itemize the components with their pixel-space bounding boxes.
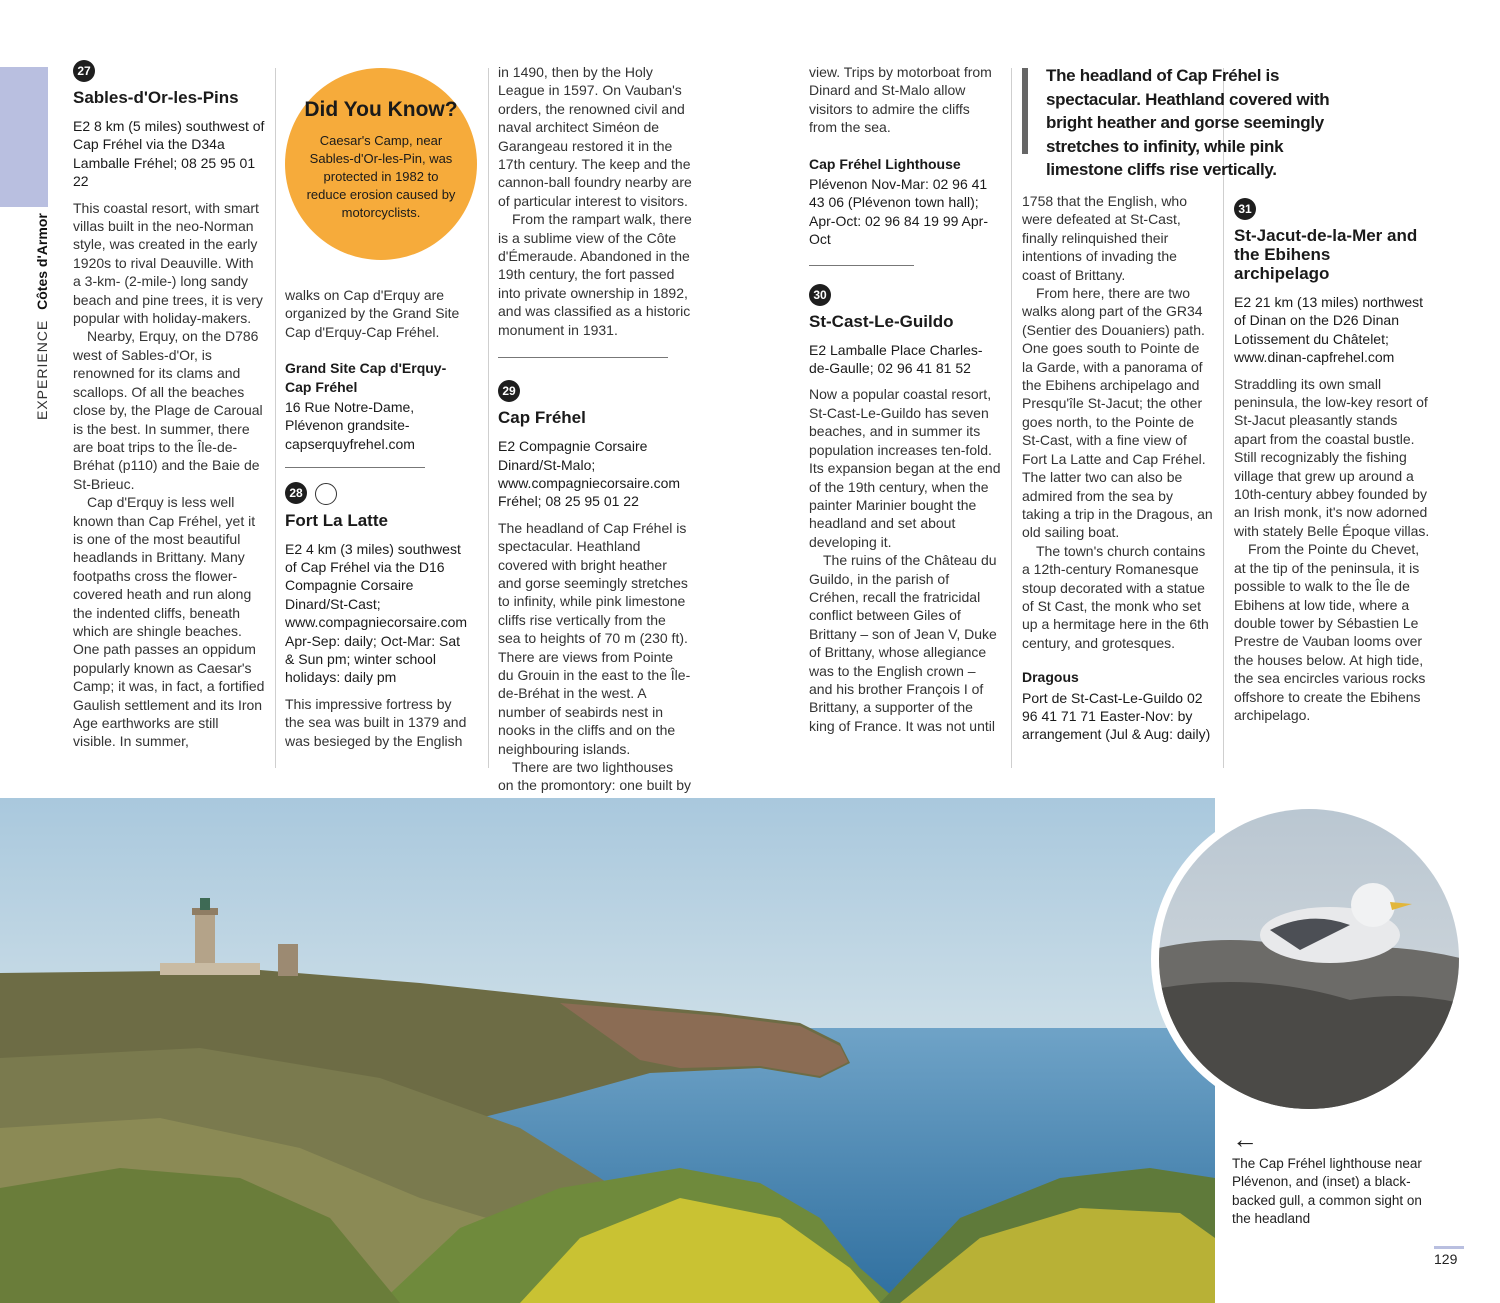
page-number: 129 bbox=[1434, 1251, 1458, 1267]
column-3 bbox=[498, 63, 692, 868]
entry-info: E2 Lamballe Place Charles-de-Gaulle; 02 96 41 81 52 bbox=[809, 341, 983, 377]
gull-inset-photo bbox=[1150, 800, 1468, 1118]
sub-info: 16 Rue Notre-Dame, Plévenon grandsite-capserquyfrehel.com bbox=[285, 399, 415, 452]
sub-heading: Grand Site Cap d'Erquy-Cap Fréhel bbox=[285, 360, 447, 395]
cap-frehel-photo bbox=[0, 798, 1215, 1303]
entry-info: E2 21 km (13 miles) northwest of Dinan on the D26 Dinan Lotissement du Châtelet; www.dinan-capfrehel.com bbox=[1234, 294, 1424, 366]
page-number-rule bbox=[1434, 1246, 1464, 1249]
paragraph: Nearby, Erquy, on the D786 west of Sables-d'Or, is renowned for its clams and scallops. Of all the beaches close by, the Plage de Caroual is the best. In summer, there are boat trips to the Île-de-Bréhat (p110) and the Baie de St-Brieuc. bbox=[73, 328, 263, 492]
paragraph: From here, there are two walks along part of the GR34 (Sentier des Douaniers) path. One goes south to Pointe de la Garde, with a panorama of the Ebihens archipelago and Presqu'île St-Jacut; the other goes north, to the Pointe de St-Cast, with a fine view of Fort La Latte and Cap Fréhel. The latter two can also be admired from the sea by taking a trip in the Dragous, an old sailing boat. bbox=[1022, 285, 1213, 541]
photo-caption: The Cap Fréhel lighthouse near Plévenon, and (inset) a black-backed gull, a common sight on the headland bbox=[1232, 1156, 1422, 1227]
paragraph: Cap d'Erquy is less well known than Cap Fréhel, yet it is one of the most beautiful headlands in Brittany. Many footpaths cross the flower-covered heath and run along the indented cliffs, beneath which are shingle beaches. One path passes an oppidum popularly known as Caesar's Camp; it was, in fact, a fortified Gaulish settlement and its Iron Age earthworks are still visible. In summer, bbox=[73, 494, 265, 750]
sidebar-label bbox=[34, 213, 50, 420]
paragraph: in 1490, then by the Holy League in 1597. On Vauban's orders, the renowned civil and naval architect Siméon de Garangeau restored it in the 17th century. The keep and the cannon-ball foundry nearby are of particular interest to visitors. bbox=[498, 64, 692, 209]
callout-text: Caesar's Camp, near Sables-d'Or-les-Pin, was protected in 1982 to reduce erosion caused by motorcyclists. bbox=[306, 133, 456, 220]
section-rule bbox=[809, 265, 914, 266]
paragraph: There are two lighthouses on the promontory: one built by bbox=[498, 759, 692, 794]
sub-info: Port de St-Cast-Le-Guildo 02 96 41 71 71 Easter-Nov: by arrangement (Jul & Aug: daily) bbox=[1022, 689, 1211, 743]
column-5 bbox=[1022, 192, 1214, 752]
pull-quote-bar bbox=[1022, 68, 1028, 154]
paragraph: The ruins of the Château du Guildo, in the parish of Créhen, recall the fratricidal conflict between Giles of Brittany – son of Jean V, Duke of Brittany, whose allegiance was to the English crown – and his brother François I of Brittany, a supporter of the king of France. It was not until bbox=[809, 552, 997, 734]
paragraph: Now a popular coastal resort, St-Cast-Le-Guildo has seven beaches, and in summer its population increases ten-fold. Its expansion began at the end of the 19th century, when the painter Marinier bought the headland and set about developing it. bbox=[809, 386, 1001, 550]
sub-heading: Cap Fréhel Lighthouse bbox=[809, 155, 961, 172]
paragraph: The town's church contains a 12th-century Romanesque stoup decorated with a statue of St Cast, the monk who set up a hermitage here in the 6th century, and grotesques. bbox=[1022, 542, 1209, 651]
paragraph: view. Trips by motorboat from Dinard and St-Malo allow visitors to admire the cliffs from the sea. bbox=[809, 64, 992, 136]
column-6 bbox=[1234, 198, 1430, 724]
paragraph: The headland of Cap Fréhel is spectacular. Heathland covered with bright heather and gorse seemingly stretches to infinity, while pink limestone cliffs rise vertically from the sea to heights of 70 m (230 ft). There are views from Pointe du Grouin in the east to the Île-de-Bréhat in the west. A number of seabirds nest in nooks in the cliffs and on the neighbouring islands. bbox=[498, 519, 691, 757]
paragraph: This impressive fortress by the sea was built in 1379 and was besieged by the English bbox=[285, 695, 467, 749]
pull-quote: The headland of Cap Fréhel is spectacular. Heathland covered with bright heather and gorse seemingly stretches to infinity, while pink limestone cliffs rise vertically. bbox=[1046, 66, 1330, 179]
entry-number: 28 bbox=[285, 482, 307, 504]
family-icon bbox=[315, 483, 337, 505]
paragraph: 1758 that the English, who were defeated at St-Cast, finally relinquished their intentions of invading the coast of Brittany. bbox=[1022, 193, 1188, 283]
entry-number: 31 bbox=[1234, 198, 1256, 220]
caption-arrow: ← bbox=[1232, 1124, 1258, 1154]
entry-info: E2 4 km (3 miles) southwest of Cap Fréhel via the D16 Compagnie Corsaire Dinard/St-Cast; www.compagniecorsaire.com Apr-Sep: daily; Oct-Mar: Sat & Sun pm; winter school holidays: daily pm bbox=[285, 540, 468, 686]
entry-number: 27 bbox=[73, 60, 95, 82]
paragraph: From the rampart walk, there is a sublime view of the Côte d'Émeraude. Abandoned in the 19th century, the fort passed into private ownership in 1892, and was classified as a historic monument in 1931. bbox=[498, 211, 692, 338]
entry-info: E2 Compagnie Corsaire Dinard/St-Malo; www.compagniecorsaire.com Fréhel; 08 25 95 01 22 bbox=[498, 438, 681, 510]
entry-number: 30 bbox=[809, 284, 831, 306]
entry-title: St-Jacut-de-la-Mer and the Ebihens archipelago bbox=[1234, 226, 1418, 283]
section-rule bbox=[498, 357, 668, 358]
paragraph: From the Pointe du Chevet, at the tip of the peninsula, it is possible to walk to the Île de Ebihens at low tide, where a double tower by Sébastien Le Prestre de Vauban looms over the houses below. At high tide, the sea encircles various rocks offshore to create the Ebihens archipelago. bbox=[1234, 541, 1426, 723]
column-4 bbox=[809, 63, 1001, 735]
column-1 bbox=[73, 60, 265, 751]
paragraph: This coastal resort, with smart villas built in the neo-Norman style, was created in the early 1920s to rival Deauville. With a 3-km- (2-mile-) long sandy beach and pine trees, it is very popular with holiday-makers. bbox=[73, 199, 263, 327]
paragraph: walks on Cap d'Erquy are organized by the Grand Site Cap d'Erquy-Cap Fréhel. bbox=[285, 287, 460, 340]
column-divider bbox=[488, 68, 489, 768]
column-divider bbox=[275, 68, 276, 768]
entry-title: St-Cast-Le-Guildo bbox=[809, 311, 954, 331]
entry-title: Sables-d'Or-les-Pins bbox=[73, 88, 239, 107]
entry-number: 29 bbox=[498, 380, 520, 402]
column-divider bbox=[1011, 68, 1012, 768]
column-2 bbox=[285, 286, 467, 750]
did-you-know-callout bbox=[285, 68, 477, 260]
entry-title: Cap Fréhel bbox=[498, 408, 586, 428]
section-rule bbox=[285, 467, 425, 468]
entry-info: E2 8 km (5 miles) southwest of Cap Fréhel via the D34a Lamballe Fréhel; 08 25 95 01 22 bbox=[73, 118, 265, 190]
sidebar-region: Côtes d'Armor bbox=[34, 213, 50, 310]
sub-heading: Dragous bbox=[1022, 669, 1079, 686]
sidebar-tab bbox=[0, 67, 48, 207]
callout-title: Did You Know? bbox=[304, 98, 458, 121]
entry-title: Fort La Latte bbox=[285, 510, 388, 530]
paragraph: Straddling its own small peninsula, the low-key resort of St-Jacut pleasantly stands apart from the coastal bustle. Still recognizably the fishing village that grew up around a 10th-century abbey founded by an Irish monk, it's now adorned with stately Belle Époque villas. bbox=[1234, 375, 1430, 539]
sub-info: Plévenon Nov-Mar: 02 96 41 43 06 (Plévenon town hall); Apr-Oct: 02 96 84 19 99 Apr-Oct bbox=[809, 176, 988, 248]
sidebar-experience: EXPERIENCE bbox=[34, 319, 50, 420]
